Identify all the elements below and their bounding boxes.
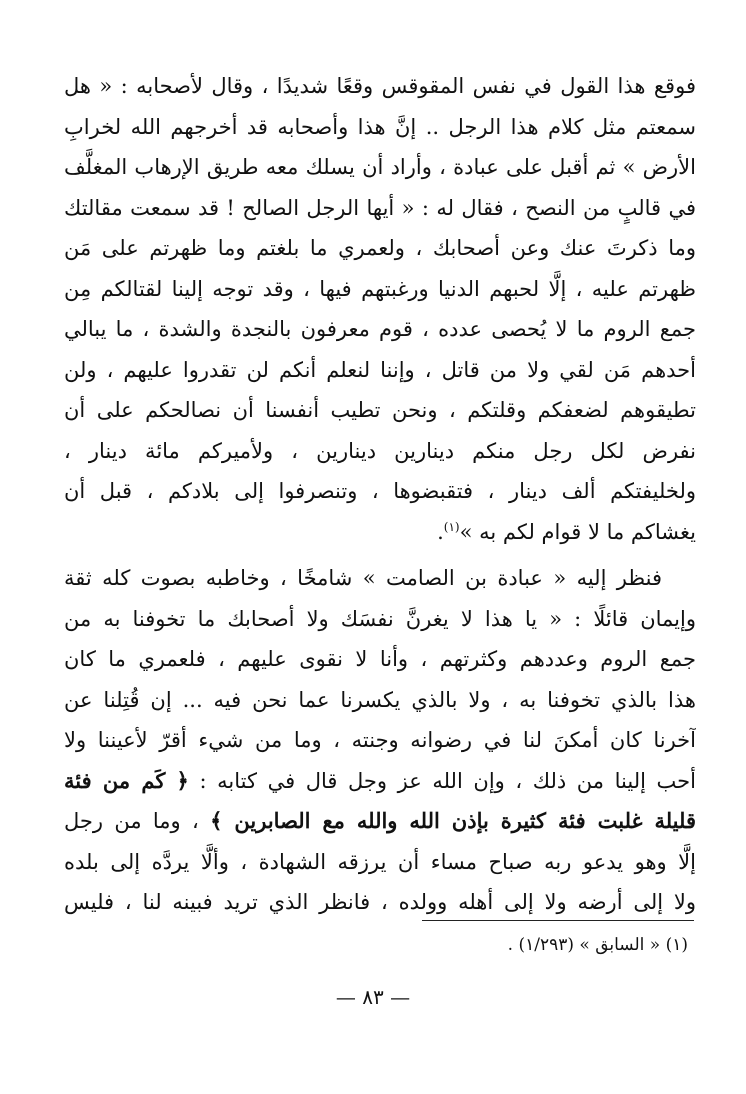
- text-line: [64, 512, 696, 553]
- text-line: إلَّا وهو يدعو ربه صباح مساء أن يرزقه الشهادة ، وألَّا يردَّه إلى بلده: [64, 849, 696, 874]
- text-line: وما ذكرتَ عنك وعن أصحابك ، ولعمري ما بلغتم وما ظهرتم على مَن: [64, 236, 696, 260]
- end-punctuation: .: [437, 519, 444, 544]
- text-line-content: ، وما من رجل: [64, 809, 211, 833]
- footnote-divider: [422, 920, 694, 921]
- text-line: فنظر إليه « عبادة بن الصامت » شامخًا ، وخاطبه بصوت كله ثقة: [64, 566, 662, 590]
- footnote-marker: (١): [443, 519, 460, 534]
- text-line: فوقع هذا القول في نفس المقوقس وقعًا شديدًا ، وقال لأصحابه : « هل: [64, 74, 696, 98]
- text-line: آخرنا كان أمكنَ لنا في رضوانه وجنته ، وما من شيء أقرّ لأعيننا ولا: [64, 728, 696, 752]
- text-line: سمعتم مثل كلام هذا الرجل .. إنَّ هذا وأصحابه قد أخرجهم الله لخرابِ: [64, 114, 696, 139]
- text-line: جمع الروم ما لا يُحصى عدده ، قوم معرفون بالنجدة والشدة ، ما يبالي: [64, 317, 696, 341]
- page-number: — ٨٣ —: [335, 985, 411, 1009]
- text-line: ولا إلى أرضه ولا إلى أهله وولده ، فانظر الذي تريد فبينه لنا ، فليس: [64, 890, 696, 914]
- text-line: ظهرتم عليه ، إلَّا لحبهم الدنيا ورغبتهم فيها ، وقد توجه إلينا لقتالكم مِن: [64, 276, 696, 301]
- footnote-text: « السابق » (١/٢٩٣) .: [507, 935, 661, 955]
- body-text: [64, 66, 696, 916]
- footnote: [288, 928, 688, 962]
- text-line: جمع الروم وعددهم وكثرتهم ، وأنا لا نقوى عليهم ، فلعمري ما كان: [64, 647, 696, 671]
- body-text-continued: [64, 898, 696, 908]
- quran-verse: قليلة غلبت فئة كثيرة بإذن الله والله مع الصابرين ﴾: [210, 808, 696, 833]
- text-line: [64, 801, 696, 842]
- text-line: وإيمان قائلًا : « يا هذا لا يغرنَّ نفسَك ولا أصحابك ما تخوفنا به من: [64, 606, 696, 631]
- text-line-content: يغشاكم ما لا قوام لكم به »: [459, 519, 696, 544]
- text-line: تطيقوهم لضعفكم وقلتكم ، ونحن تطيب أنفسنا أن نصالحكم على أن: [64, 398, 696, 422]
- text-line: نفرض لكل رجل منكم دينارين دينارين ، ولأميركم مائة دينار ،: [64, 438, 696, 463]
- text-line: [64, 761, 696, 802]
- text-line: أحدهم مَن لقي ولا من قاتل ، وإننا لنعلم أنكم لن تقدروا عليهم ، ولن: [64, 357, 696, 382]
- text-line: هذا بالذي تخوفنا به ، ولا بالذي يكسرنا عما نحن فيه ... إن قُتِلنا عن: [64, 687, 696, 712]
- quran-verse-start: ﴿ كَم من فئة: [64, 767, 189, 793]
- text-line: ولخليفتكم ألف دينار ، فتقبضوها ، وتنصرفوا إلى بلادكم ، قبل أن: [64, 479, 696, 503]
- text-line-content: أحب إلينا من ذلك ، وإن الله عز وجل قال في كتابه :: [199, 768, 696, 793]
- text-line: في قالبٍ من النصح ، فقال له : « أيها الرجل الصالح ! قد سمعت مقالتك: [64, 195, 696, 220]
- text-line: الأرض » ثم أقبل على عبادة ، وأراد أن يسلك معه طريق الإرهاب المغلَّف: [64, 155, 696, 179]
- footnote-number: (١): [665, 935, 688, 955]
